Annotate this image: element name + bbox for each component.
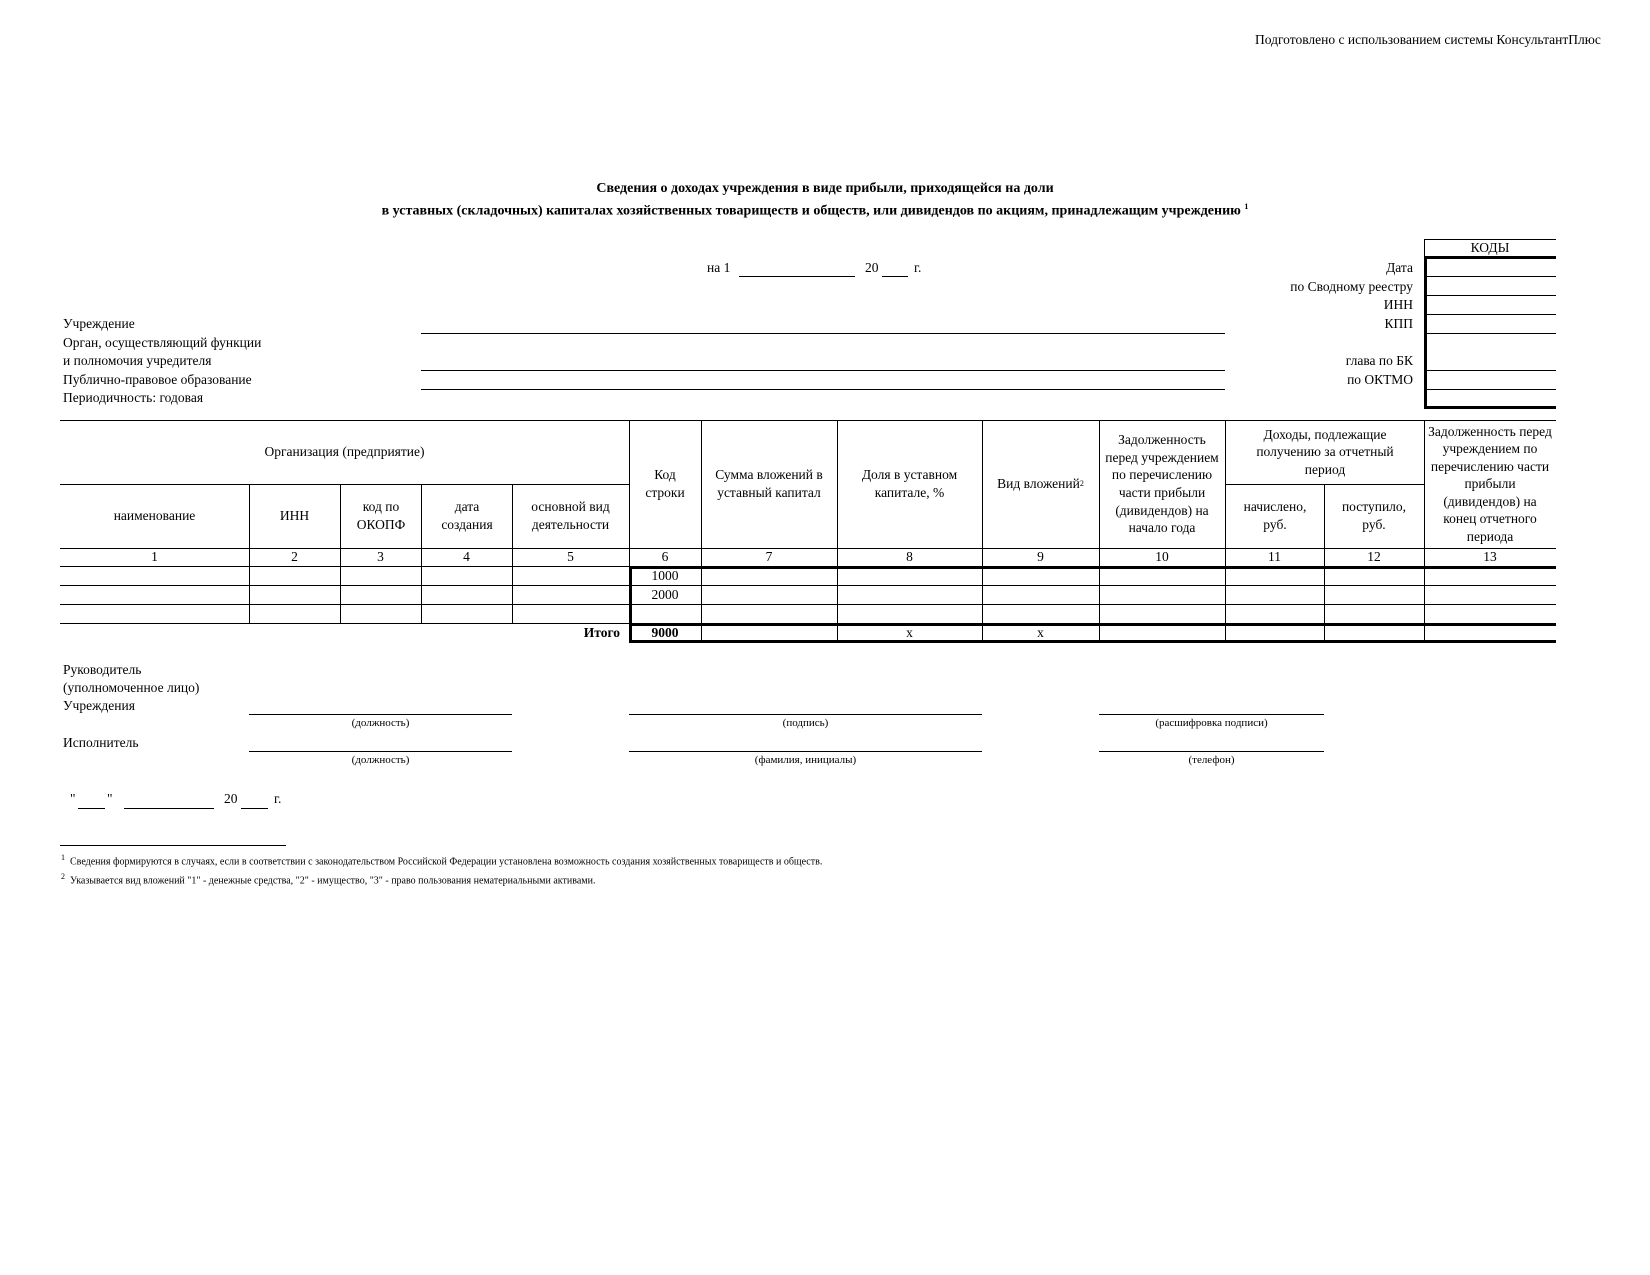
institution-field[interactable] <box>421 333 1225 334</box>
caption-signature: (подпись) <box>782 716 829 729</box>
codes-row-line <box>1424 276 1556 277</box>
col-number: 11 <box>1268 549 1281 565</box>
label-head-3: Учреждения <box>63 698 135 713</box>
table-col-line <box>1424 420 1425 641</box>
table-row-line <box>60 585 1556 586</box>
row-code <box>629 605 701 623</box>
total-code: 9000 <box>651 624 679 640</box>
caption-fullname: (фамилия, инициалы) <box>754 753 857 766</box>
public-entity-field[interactable] <box>421 389 1225 390</box>
codes-row-line <box>1424 314 1556 315</box>
code-label-registry: по Сводному реестру <box>1290 279 1413 294</box>
executor-name-field[interactable] <box>629 751 982 752</box>
th-received: поступило, руб. <box>1341 499 1407 532</box>
th-share: Доля в уставном капитале, % <box>861 467 958 500</box>
table-col-line <box>837 420 838 641</box>
label-public-entity: Публично-правовое образование <box>63 372 252 387</box>
total-label: Итого <box>583 625 620 640</box>
col-number: 1 <box>151 549 158 565</box>
label-founder-1: Орган, осуществляющий функции <box>63 335 262 350</box>
title-line-1: Сведения о доходах учреждения в виде прибыли, приходящейся на доли <box>596 181 1054 196</box>
head-decoding-field[interactable] <box>1099 714 1324 715</box>
title-line-2-text: в уставных (складочных) капиталах хозяйственных товариществ и обществ, или дивидендов по акциям, принадлежащим учреждению <box>381 203 1241 219</box>
executor-phone-field[interactable] <box>1099 751 1324 752</box>
codes-border <box>1424 256 1556 259</box>
footnote-1 <box>61 853 822 867</box>
title-footnote-ref: 1 <box>1244 202 1249 211</box>
th-accrued: начислено, руб. <box>1243 499 1307 532</box>
date-year-field[interactable] <box>882 276 908 277</box>
col-number: 6 <box>661 549 669 565</box>
table-col-line <box>1099 420 1100 641</box>
code-label-inn: ИНН <box>1383 297 1413 312</box>
footnote-1-text: Сведения формируются в случаях, если в соответствии с законодательством Российской Федерации установлена возможность создания хозяйственных товариществ и обществ. <box>70 856 823 868</box>
caption-position: (должность) <box>351 716 410 729</box>
sign-date-open-quote: " <box>70 791 76 806</box>
footnote-2 <box>61 872 595 886</box>
label-head-1: Руководитель <box>63 662 142 677</box>
th-debt-end: Задолженность перед учреждением по перечислению части прибыли (дивидендов) на конец отчетного периода <box>1428 423 1552 544</box>
row-code: 2000 <box>651 587 679 603</box>
total-kind: x <box>1037 624 1044 640</box>
th-activity: основной вид деятельности <box>531 499 610 532</box>
col-number: 13 <box>1483 549 1497 565</box>
row-code: 1000 <box>651 568 679 584</box>
col-number: 4 <box>463 549 470 565</box>
caption-phone: (телефон) <box>1188 753 1235 766</box>
th-organization: Организация (предприятие) <box>264 444 425 460</box>
label-institution: Учреждение <box>63 316 135 331</box>
codes-border <box>1424 406 1556 409</box>
table-line-numbers-bottom <box>60 566 629 567</box>
date-year-prefix: 20 <box>865 260 879 275</box>
col-number: 5 <box>567 549 574 565</box>
caption-decoding: (расшифровка подписи) <box>1155 716 1268 729</box>
title-line-2 <box>0 202 1630 220</box>
table-col-line <box>629 420 630 567</box>
codes-row-line <box>1424 333 1556 334</box>
caption-position-2: (должность) <box>351 753 410 766</box>
col-number: 7 <box>765 549 773 565</box>
th-name: наименование <box>113 508 196 524</box>
table-row-line <box>60 604 1556 605</box>
code-label-kpp: КПП <box>1384 316 1413 331</box>
head-signature-field[interactable] <box>629 714 982 715</box>
code-label-bk: глава по БК <box>1345 353 1413 368</box>
col-number: 10 <box>1155 549 1169 565</box>
table-col-line <box>701 420 702 641</box>
founder-field[interactable] <box>421 370 1225 371</box>
label-executor: Исполнитель <box>63 735 139 750</box>
col-number: 3 <box>377 549 384 565</box>
codes-header: КОДЫ <box>1470 240 1510 256</box>
footnote-2-mark: 2 <box>61 872 65 881</box>
th-income: Доходы, подлежащие получению за отчетный период <box>1256 426 1394 477</box>
code-label-oktmo: по ОКТМО <box>1347 372 1413 387</box>
table-col-line <box>1225 420 1226 641</box>
th-sum: Сумма вложений в уставный капитал <box>715 467 823 500</box>
label-founder-2: и полномочия учредителя <box>63 353 212 368</box>
codes-border <box>1424 256 1427 408</box>
footnote-separator <box>60 845 286 846</box>
th-okopf: код по ОКОПФ <box>356 499 406 532</box>
codes-row-line <box>1424 370 1556 371</box>
th-kind-text: Вид вложений <box>997 476 1080 492</box>
th-kind-ref: 2 <box>1079 478 1084 488</box>
date-day-field[interactable] <box>739 276 855 277</box>
table-row-line <box>60 623 629 624</box>
th-date: дата создания <box>441 499 493 532</box>
footnote-1-mark: 1 <box>61 853 65 862</box>
header-note: Подготовлено с использованием системы КонсультантПлюс <box>1255 32 1601 47</box>
code-label-date: Дата <box>1386 260 1413 275</box>
col-number: 9 <box>1037 549 1044 565</box>
th-kind <box>982 420 1099 548</box>
date-suffix: г. <box>914 260 922 275</box>
sign-date-suffix: г. <box>274 791 282 806</box>
date-prefix: на 1 <box>707 260 731 275</box>
col-number: 2 <box>291 549 298 565</box>
codes-row-line <box>1424 389 1556 390</box>
codes-row-line <box>1424 295 1556 296</box>
head-position-field[interactable] <box>249 714 512 715</box>
col-number: 8 <box>906 549 913 565</box>
th-debt-start: Задолженность перед учреждением по перечислению части прибыли (дивидендов) на начало года <box>1105 432 1219 536</box>
total-share: x <box>906 624 913 640</box>
table-line-numbers-bottom-thick <box>629 566 1556 569</box>
sign-date-close-quote: " <box>107 791 113 806</box>
th-inn: ИНН <box>279 508 310 524</box>
executor-position-field[interactable] <box>249 751 512 752</box>
col-number: 12 <box>1367 549 1381 565</box>
label-head-2: (уполномоченное лицо) <box>63 680 200 695</box>
sign-date-day-field[interactable] <box>78 808 105 809</box>
sign-date-year-field[interactable] <box>241 808 268 809</box>
sign-date-month-field[interactable] <box>124 808 214 809</box>
footnote-2-text: Указывается вид вложений "1" - денежные средства, "2" - имущество, "3" - право пользования нематериальными активами. <box>70 875 596 887</box>
th-code: Код строки <box>645 467 685 500</box>
sign-date-year-prefix: 20 <box>224 791 238 806</box>
label-periodicity: Периодичность: годовая <box>63 390 204 405</box>
